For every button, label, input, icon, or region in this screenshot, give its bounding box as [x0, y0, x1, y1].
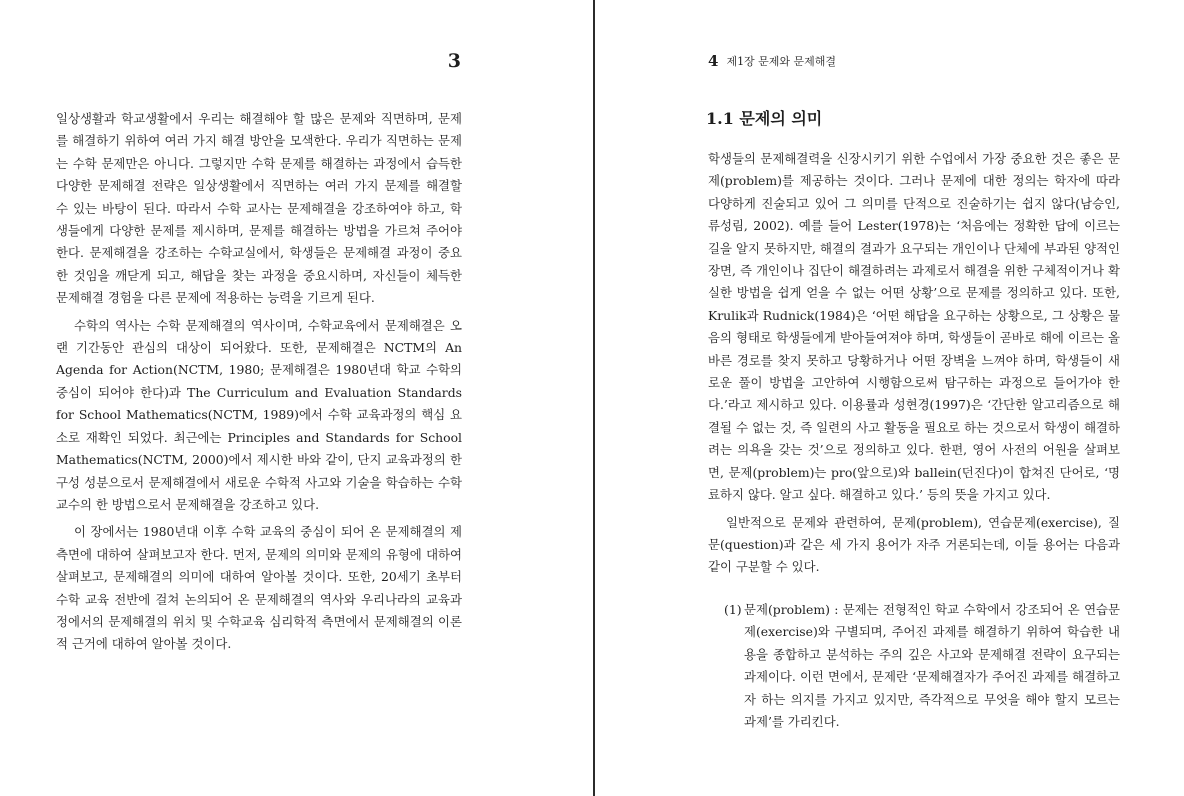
right-page: [596, 0, 1184, 796]
page-number: 4: [708, 52, 719, 70]
list-marker: (1): [724, 602, 742, 617]
paragraph: 일반적으로 문제와 관련하여, 문제(problem), 연습문제(exercise), 질문(question)과 같은 세 가지 용어가 자주 거론되는데, 이들 용어는 다음과 같이 구분할 수 있다.: [708, 514, 1120, 575]
paragraph: 수학의 역사는 수학 문제해결의 역사이며, 수학교육에서 문제해결은 오랜 기간동안 관심의 대상이 되어왔다. 또한, 문제해결은 NCTM의 An Agenda for Action(NCTM, 1980; 문제해결은 1980년대 학교 수학의 중심이 되어야 한다)과 The Curriculum and Evaluation Standards for School Mathematics(NCTM, 1989)에서 수학 교육과정의 핵심 요소로 재확인 되었다. 최근에는 Principles and Standards for School Mathematics(NCTM, 2000)에서 제시한 바와 같이, 단지 교육과정의 한 구성 성분으로서 문제해결에서 새로운 수학적 사고와 기술을 학습하는 수학 교수의 한 방법으로서 문제해결을 강조하고 있다.: [56, 317, 462, 512]
chapter-title: 제1장 문제와 문제해결: [726, 55, 837, 68]
list-item: [724, 599, 1120, 733]
paragraph: 학생들의 문제해결력을 신장시키기 위한 수업에서 가장 중요한 것은 좋은 문제(problem)를 제공하는 것이다. 그러나 문제에 대한 정의는 학자에 따라 다양하게 진술되고 있어 그 의미를 단적으로 진술하기는 쉽지 않다(남승인, 류성림, 2002). 예를 들어 Lester(1978)는 ‘처음에는 정확한 답에 이르는 길을 알지 못하지만, 해결의 결과가 요구되는 개인이나 단체에 부과된 양적인 장면, 즉 개인이나 집단이 해결하려는 과제로서 해결을 위한 구체적이거나 확실한 방법을 쉽게 얻을 수 없는 어떤 상황’으로 문제를 정의하고 있다. 또한, Krulik과 Rudnick(1984)은 ‘어떤 해답을 요구하는 상황으로, 그 상황은 물음의 형태로 학생들에게 받아들여져야 하며, 학생들이 곧바로 해에 이르는 올바른 경로를 찾지 못하고 당황하거나 어떤 장벽을 느껴야 하며, 학생들이 새로운 풀이 방법을 고안하여 시행함으로써 탐구하는 과정으로 들어가야 한다.’라고 제시하고 있다. 이용률과 성현경(1997)은 ‘간단한 알고리즘으로 해결될 수 없는 것, 즉 일련의 사고 활동을 필요로 하는 것으로서 학생이 해결하려는 의욕을 갖는 것’으로 정의하고 있다. 한편, 영어 사전의 어원을 살펴보면, 문제(problem)는 pro(앞으로)와 ballein(던진다)이 합쳐진 단어로, ‘명료하지 않다. 알고 싶다. 해결하고 있다.’ 등의 뜻을 가지고 있다.: [708, 151, 1120, 503]
section-title: 1.1 문제의 의미: [706, 109, 823, 128]
definition-list: [724, 599, 1120, 733]
list-item-text: 문제(problem) : 문제는 전형적인 학교 수학에서 강조되어 온 연습문제(exercise)와 구별되며, 주어진 과제를 해결하기 위하여 학습한 내용을 종합하고 분석하는 주의 깊은 사고와 문제해결 전략이 요구되는 과제이다. 이런 면에서, 문제란 ‘문제해결자가 주어진 과제를 해결하고자 하는 의지를 가지고 있지만, 즉각적으로 무엇을 해야 할지 모르는 과제’를 가리킨다.: [744, 602, 1120, 730]
paragraph: 일상생활과 학교생활에서 우리는 해결해야 할 많은 문제와 직면하며, 문제를 해결하기 위하여 여러 가지 해결 방안을 모색한다. 우리가 직면하는 문제는 수학 문제만은 아니다. 그렇지만 수학 문제를 해결하는 과정에서 습득한 다양한 문제해결 전략은 일상생활에서 직면하는 여러 가지 문제를 해결할 수 있는 바탕이 된다. 따라서 수학 교사는 문제해결을 강조하여야 하고, 학생들에게 다양한 문제를 제시하며, 문제를 해결하는 방법을 가르쳐 주어야 한다. 문제해결을 강조하는 수학교실에서, 학생들은 문제해결 과정이 중요한 것임을 깨닫게 되고, 해답을 찾는 과정을 중요시하며, 자신들이 체득한 문제해결 경험을 다른 문제에 적용하는 능력을 기르게 된다.: [56, 111, 462, 306]
book-spine-divider: [593, 0, 595, 796]
left-page-body: [56, 108, 462, 661]
paragraph: 이 장에서는 1980년대 이후 수학 교육의 중심이 되어 온 문제해결의 제 측면에 대하여 살펴보고자 한다. 먼저, 문제의 의미와 문제의 유형에 대하여 살펴보고, 문제해결의 의미에 대하여 알아볼 것이다. 또한, 20세기 초부터 수학 교육 전반에 걸쳐 논의되어 온 문제해결의 역사와 우리나라의 교육과정에서의 문제해결의 위치 및 수학교육 심리학적 측면에서 문제해결의 이론적 근거에 대하여 알아볼 것이다.: [56, 524, 462, 652]
running-head: [708, 52, 836, 70]
right-page-body: [708, 148, 1120, 584]
page-number: 3: [447, 50, 461, 72]
